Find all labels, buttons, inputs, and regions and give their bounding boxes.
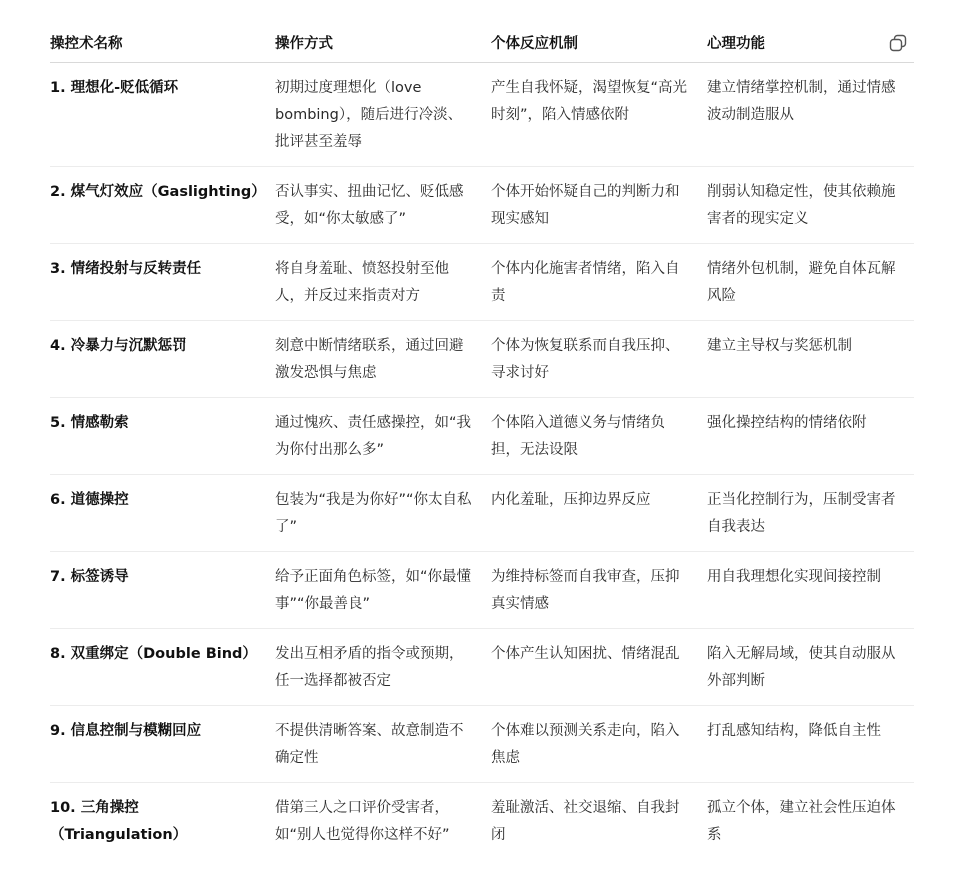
- row-function: 强化操控结构的情绪依附: [707, 398, 914, 475]
- row-method: 初期过度理想化（love bombing），随后进行冷淡、批评甚至羞辱: [275, 63, 491, 167]
- copy-icon: [888, 33, 908, 53]
- row-function: 正当化控制行为，压制受害者自我表达: [707, 475, 914, 552]
- row-name: 4. 冷暴力与沉默惩罚: [50, 321, 275, 398]
- table-row: [50, 783, 914, 860]
- row-method: 将自身羞耻、愤怒投射至他人，并反过来指责对方: [275, 244, 491, 321]
- row-reaction: 个体开始怀疑自己的判断力和现实感知: [491, 167, 707, 244]
- row-function: 建立主导权与奖惩机制: [707, 321, 914, 398]
- row-function: 建立情绪掌控机制，通过情感波动制造服从: [707, 63, 914, 167]
- row-reaction: 个体难以预测关系走向，陷入焦虑: [491, 706, 707, 783]
- row-reaction: 为维持标签而自我审查，压抑真实情感: [491, 552, 707, 629]
- manipulation-table: [50, 22, 914, 859]
- table-row: [50, 398, 914, 475]
- row-function: 打乱感知结构，降低自主性: [707, 706, 914, 783]
- table-row: [50, 167, 914, 244]
- header-function: 心理功能: [707, 22, 914, 63]
- row-function: 削弱认知稳定性，使其依赖施害者的现实定义: [707, 167, 914, 244]
- row-name: 6. 道德操控: [50, 475, 275, 552]
- row-method: 发出互相矛盾的指令或预期，任一选择都被否定: [275, 629, 491, 706]
- row-method: 刻意中断情绪联系，通过回避激发恐惧与焦虑: [275, 321, 491, 398]
- row-method: 包装为“我是为你好”“你太自私了”: [275, 475, 491, 552]
- row-name: 2. 煤气灯效应（Gaslighting）: [50, 167, 275, 244]
- row-function: 孤立个体，建立社会性压迫体系: [707, 800, 896, 843]
- row-reaction: 个体产生认知困扰、情绪混乱: [491, 629, 707, 706]
- row-reaction: 产生自我怀疑，渴望恢复“高光时刻”，陷入情感依附: [491, 63, 707, 167]
- row-name: 10. 三角操控（Triangulation）: [50, 800, 188, 843]
- row-method: 不提供清晰答案、故意制造不确定性: [275, 706, 491, 783]
- row-name: 1. 理想化-贬低循环: [50, 63, 275, 167]
- row-reaction: 内化羞耻，压抑边界反应: [491, 475, 707, 552]
- copy-table-button[interactable]: [886, 31, 910, 55]
- row-name: 5. 情感勒索: [50, 398, 275, 475]
- header-reaction: 个体反应机制: [491, 22, 707, 63]
- row-method: 否认事实、扭曲记忆、贬低感受，如“你太敏感了”: [275, 167, 491, 244]
- table-row: [50, 552, 914, 629]
- row-function: 情绪外包机制，避免自体瓦解风险: [707, 244, 914, 321]
- row-function: 用自我理想化实现间接控制: [707, 552, 914, 629]
- row-reaction: 个体为恢复联系而自我压抑、寻求讨好: [491, 321, 707, 398]
- table-row: [50, 63, 914, 167]
- row-method: 借第三人之口评价受害者，如“别人也觉得你这样不好”: [275, 800, 450, 843]
- table-header-row: [50, 22, 914, 63]
- row-method: 给予正面角色标签，如“你最懂事”“你最善良”: [275, 552, 491, 629]
- row-name: 8. 双重绑定（Double Bind）: [50, 629, 275, 706]
- header-method: 操作方式: [275, 22, 491, 63]
- row-reaction: 个体内化施害者情绪，陷入自责: [491, 244, 707, 321]
- table-row: [50, 629, 914, 706]
- header-name: 操控术名称: [50, 22, 275, 63]
- row-reaction: 羞耻激活、社交退缩、自我封闭: [491, 800, 680, 843]
- table-row: [50, 706, 914, 783]
- table-row: [50, 475, 914, 552]
- row-name: 3. 情绪投射与反转责任: [50, 244, 275, 321]
- row-function: 陷入无解局域，使其自动服从外部判断: [707, 629, 914, 706]
- table-row: [50, 244, 914, 321]
- table-row: [50, 321, 914, 398]
- row-method: 通过愧疚、责任感操控，如“我为你付出那么多”: [275, 398, 491, 475]
- row-reaction: 个体陷入道德义务与情绪负担，无法设限: [491, 398, 707, 475]
- row-name: 9. 信息控制与模糊回应: [50, 706, 275, 783]
- row-name: 7. 标签诱导: [50, 552, 275, 629]
